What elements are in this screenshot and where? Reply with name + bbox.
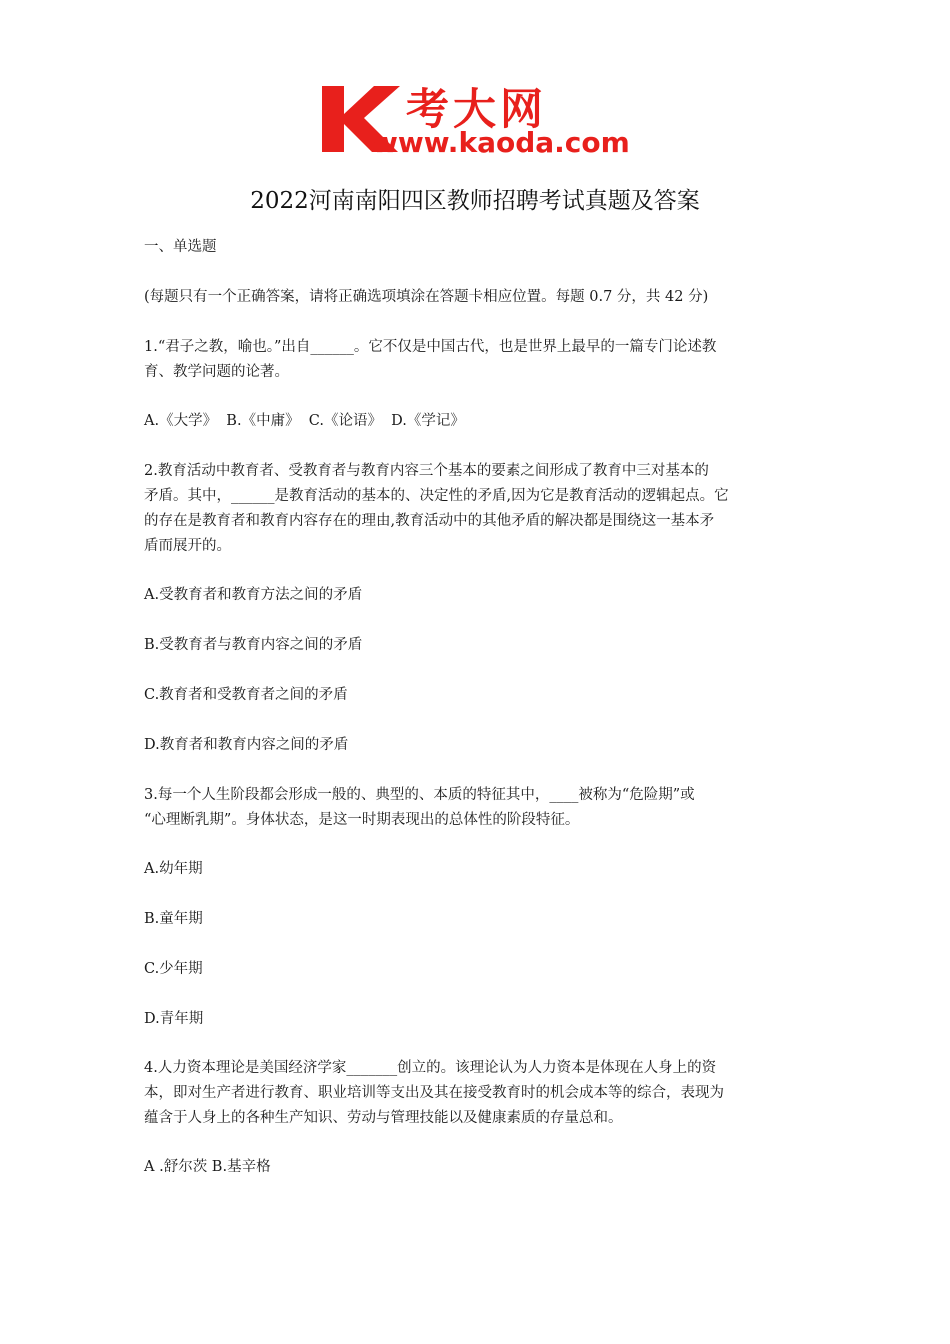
- question-4-line-1: 4.人力资本理论是美国经济学家_______创立的。该理论认为人力资本是体现在人身上的资: [144, 1060, 717, 1076]
- kaoda-logo: [316, 78, 646, 160]
- question-4-options: A .舒尔茨 B.基辛格: [144, 1159, 271, 1175]
- question-1-line-2: 育、教学问题的论著。: [144, 364, 289, 380]
- question-2-line-1: 2.教育活动中教育者、受教育者与教育内容三个基本的要素之间形成了教育中三对基本的: [144, 463, 709, 479]
- question-4-line-3: 蕴含于人身上的各种生产知识、劳动与管理技能以及健康素质的存量总和。: [144, 1110, 623, 1126]
- logo-brand-text: 考大网: [406, 85, 547, 135]
- instruction-text: (每题只有一个正确答案，请将正确选项填涂在答题卡相应位置。每题 0.7 分，共 42 分): [144, 289, 709, 305]
- question-3-option-d: D.青年期: [144, 1011, 204, 1027]
- question-1-line-1: 1.“君子之教，喻也。”出自______。它不仅是中国古代，也是世界上最早的一篇专门论述教: [144, 339, 717, 355]
- question-2-line-4: 盾而展开的。: [144, 538, 231, 554]
- question-2-line-3: 的存在是教育者和教育内容存在的理由,教育活动中的其他矛盾的解决都是围绕这一基本矛: [144, 513, 715, 529]
- question-2-option-d: D.教育者和教育内容之间的矛盾: [144, 737, 349, 753]
- section-heading: 一、单选题: [144, 239, 217, 255]
- question-1-stem: [144, 335, 814, 385]
- question-3-option-a: A.幼年期: [144, 861, 203, 877]
- question-2-option-c: C.教育者和受教育者之间的矛盾: [144, 687, 348, 703]
- question-3-stem: [144, 783, 814, 833]
- document-title: 2022河南南阳四区教师招聘考试真题及答案: [250, 188, 700, 214]
- question-3-option-b: B.童年期: [144, 911, 203, 927]
- question-4-line-2: 本，即对生产者进行教育、职业培训等支出及其在接受教育时的机会成本等的综合，表现为: [144, 1085, 724, 1101]
- question-2-stem: [144, 459, 814, 559]
- question-1-options: A.《大学》 B.《中庸》 C.《论语》 D.《学记》: [144, 413, 465, 429]
- question-3-line-1: 3.每一个人生阶段都会形成一般的、典型的、本质的特征其中，____被称为“危险期”或: [144, 787, 695, 803]
- question-2-option-b: B.受教育者与教育内容之间的矛盾: [144, 637, 363, 653]
- logo-url: www.kaoda.com: [372, 126, 630, 159]
- question-2-line-2: 矛盾。其中，______是教育活动的基本的、决定性的矛盾,因为它是教育活动的逻辑起点。它: [144, 488, 729, 504]
- question-4-stem: [144, 1056, 814, 1131]
- question-3-line-2: “心理断乳期”。身体状态，是这一时期表现出的总体性的阶段特征。: [144, 812, 580, 828]
- question-2-option-a: A.受教育者和教育方法之间的矛盾: [144, 587, 363, 603]
- question-3-option-c: C.少年期: [144, 961, 203, 977]
